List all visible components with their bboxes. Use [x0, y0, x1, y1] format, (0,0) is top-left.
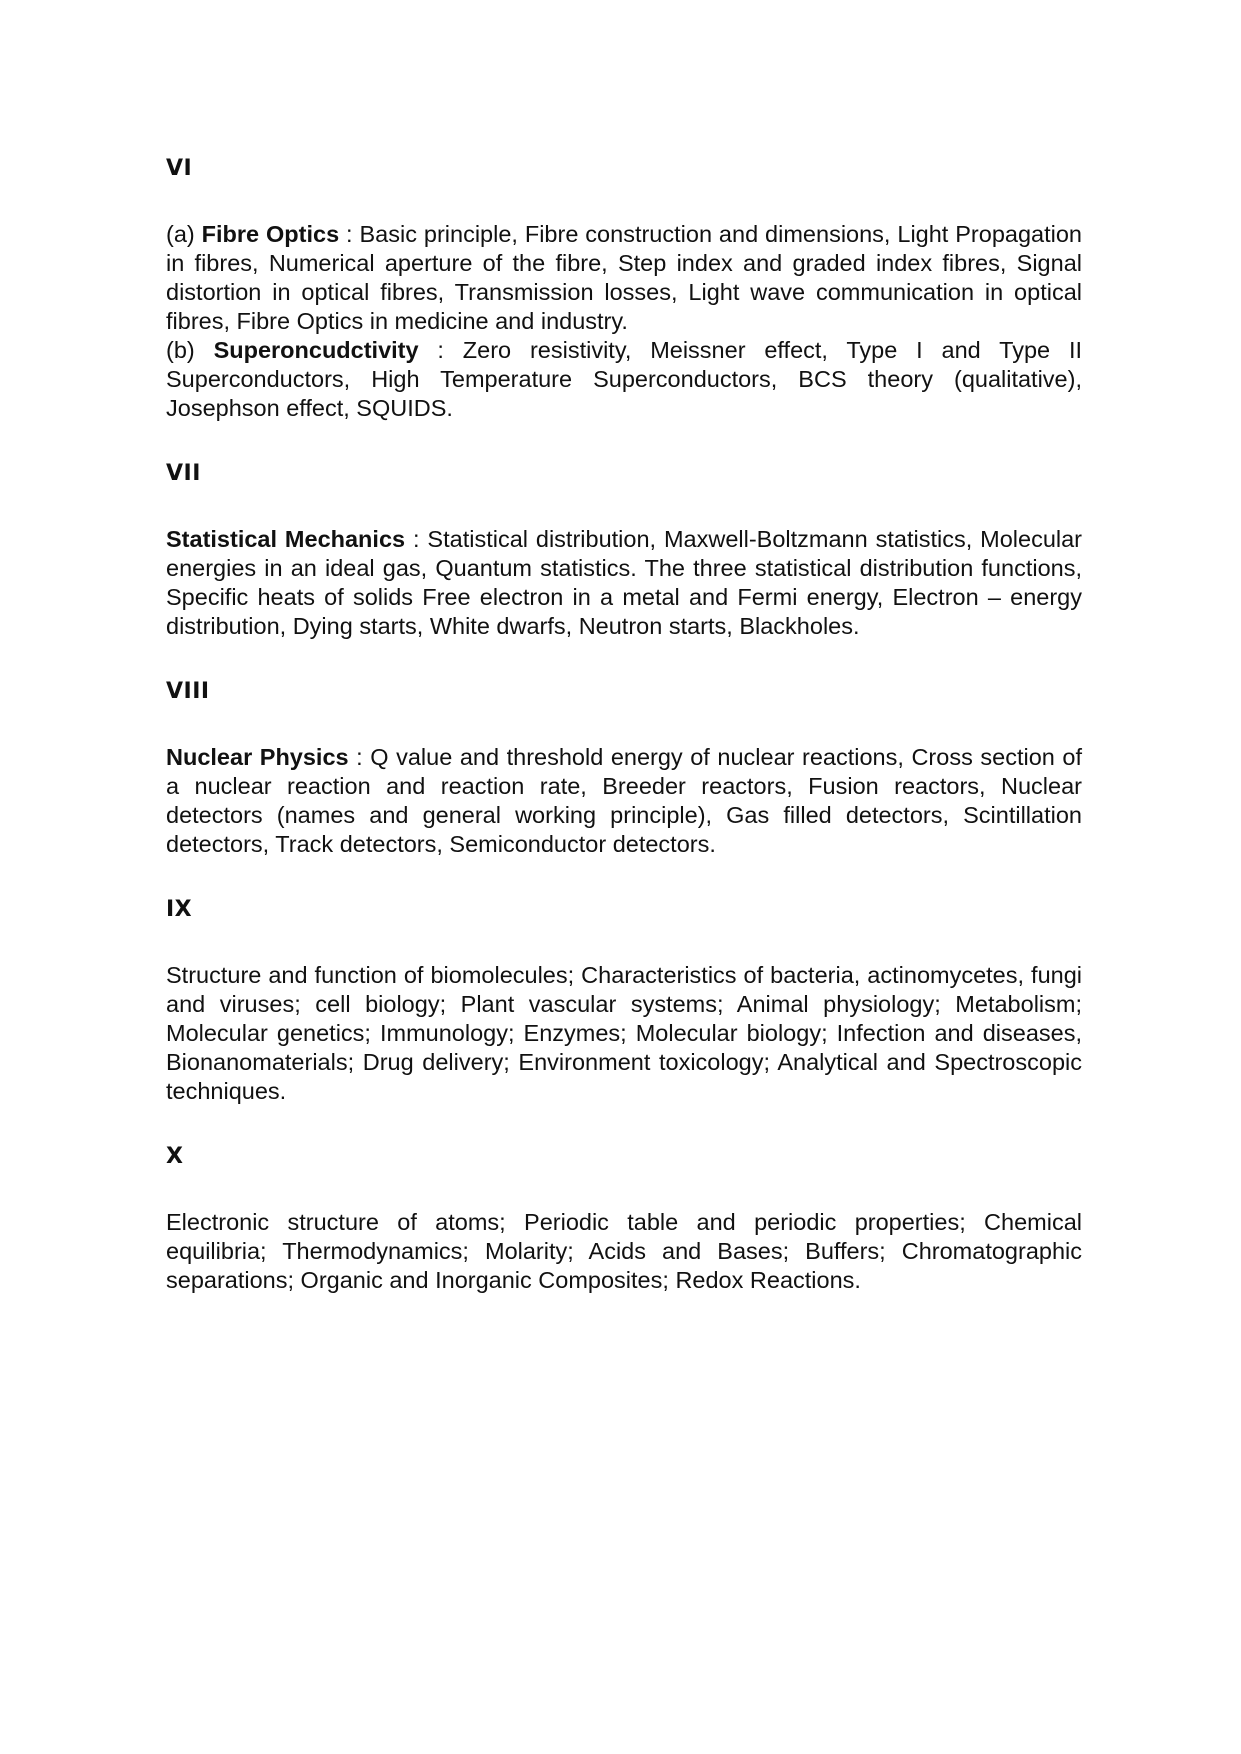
section-heading: IX: [166, 897, 193, 922]
topic-term: Superoncudctivity: [213, 337, 419, 363]
topic-term: Statistical Mechanics: [166, 526, 406, 552]
paragraph-nuclear-physics: Nuclear Physics : Q value and threshold energy of nuclear reactions, Cross section of a nuclear reaction and reaction rate, Breeder reactors, Fusion reactors, Nuclear detectors (names and general working principle), Gas filled detectors, Scintillation detectors, Track detectors, Semiconductor detectors.: [166, 744, 1082, 857]
section-heading: X: [166, 1144, 184, 1169]
section-vii: [166, 457, 1082, 675]
section-heading: VII: [166, 461, 201, 486]
section-heading: VIII: [166, 679, 210, 704]
paragraph-superconductivity: (b) Superoncudctivity : Zero resistivity, Meissner effect, Type I and Type II Superconductors, High Temperature Superconductors, BCS theory (qualitative), Josephson effect, SQUIDS.: [166, 337, 1082, 421]
syllabus-page: [166, 152, 1082, 1295]
paragraph-statistical-mechanics: Statistical Mechanics : Statistical distribution, Maxwell-Boltzmann statistics, Molecular energies in an ideal gas, Quantum statistics. The three statistical distribution functions, Specific heats of solids Free electron in a metal and Fermi energy, Electron – energy distribution, Dying starts, White dwarfs, Neutron starts, Blackholes.: [166, 526, 1083, 639]
paragraph-chemistry: Electronic structure of atoms; Periodic table and periodic properties; Chemical equilibria; Thermodynamics; Molarity; Acids and Bases; Buffers; Chromatographic separations; Organic and Inorganic Composites; Redox Reactions.: [166, 1209, 1082, 1293]
section-ix: [166, 893, 1082, 1140]
section-vi: [166, 152, 1082, 457]
topic-term: Nuclear Physics: [166, 744, 349, 770]
section-x: [166, 1140, 1082, 1295]
topic-term: Fibre Optics: [201, 221, 340, 247]
paragraph-biology: Structure and function of biomolecules; Characteristics of bacteria, actinomycetes, fungi and viruses; cell biology; Plant vascular systems; Animal physiology; Metabolism; Molecular genetics; Immunology; Enzymes; Molecular biology; Infection and diseases, Bionanomaterials; Drug delivery; Environment toxicology; Analytical and Spectroscopic techniques.: [166, 962, 1082, 1104]
section-heading: VI: [166, 156, 193, 181]
section-viii: [166, 675, 1082, 893]
paragraph-fibre-optics: (a) Fibre Optics : Basic principle, Fibre construction and dimensions, Light Propagation in fibres, Numerical aperture of the fibre, Step index and graded index fibres, Signal distortion in optical fibres, Transmission losses, Light wave communication in optical fibres, Fibre Optics in medicine and industry.: [166, 221, 1082, 334]
